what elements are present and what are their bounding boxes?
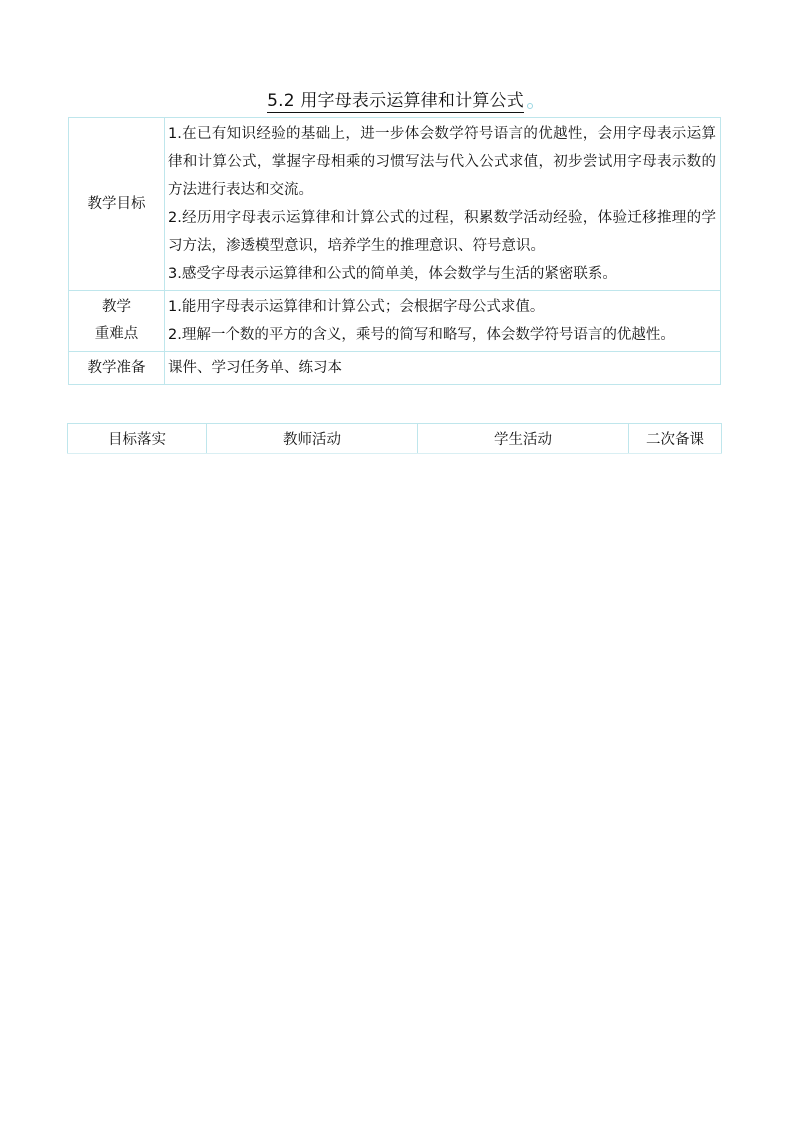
goal-item-2: 2.经历用字母表示运算律和计算公式的过程，积累数学活动经验，体验迁移推理的学习方法，渗透模型意识，培养学生的推理意识、符号意识。 bbox=[168, 210, 716, 254]
header-teacher-activity: 教师活动 bbox=[207, 424, 418, 454]
row-teaching-goals bbox=[69, 118, 721, 291]
label-key-points-line2: 重难点 bbox=[94, 326, 139, 342]
process-header-row bbox=[68, 424, 722, 454]
label-teaching-goals: 教学目标 bbox=[69, 118, 165, 291]
key-point-item-2: 2.理解一个数的平方的含义，乘号的简写和略写，体会数学符号语言的优越性。 bbox=[168, 327, 675, 343]
row-key-points bbox=[69, 291, 721, 352]
header-student-activity: 学生活动 bbox=[418, 424, 629, 454]
title-text: 5.2 用字母表示运算律和计算公式 bbox=[267, 91, 524, 111]
goal-item-3: 3.感受字母表示运算律和公式的简单美，体会数学与生活的紧密联系。 bbox=[168, 266, 617, 282]
goal-item-1: 1.在已有知识经验的基础上，进一步体会数学符号语言的优越性，会用字母表示运算律和计算公式，掌握字母相乘的习惯写法与代入公式求值，初步尝试用字母表示数的方法进行表达和交流。 bbox=[168, 126, 716, 198]
anchor-mark-icon bbox=[527, 103, 533, 109]
row-preparation bbox=[69, 352, 721, 385]
content-teaching-goals bbox=[165, 118, 721, 291]
page-title bbox=[0, 89, 800, 113]
key-point-item-1: 1.能用字母表示运算律和计算公式；会根据字母公式求值。 bbox=[168, 299, 545, 315]
label-key-points bbox=[69, 291, 165, 352]
content-preparation: 课件、学习任务单、练习本 bbox=[165, 352, 721, 385]
teaching-process-table bbox=[67, 423, 722, 454]
lesson-info-table bbox=[68, 117, 721, 385]
content-key-points bbox=[165, 291, 721, 352]
header-second-preparation: 二次备课 bbox=[629, 424, 722, 454]
label-key-points-line1: 教学 bbox=[102, 299, 131, 315]
label-preparation: 教学准备 bbox=[69, 352, 165, 385]
header-goal-implementation: 目标落实 bbox=[68, 424, 207, 454]
